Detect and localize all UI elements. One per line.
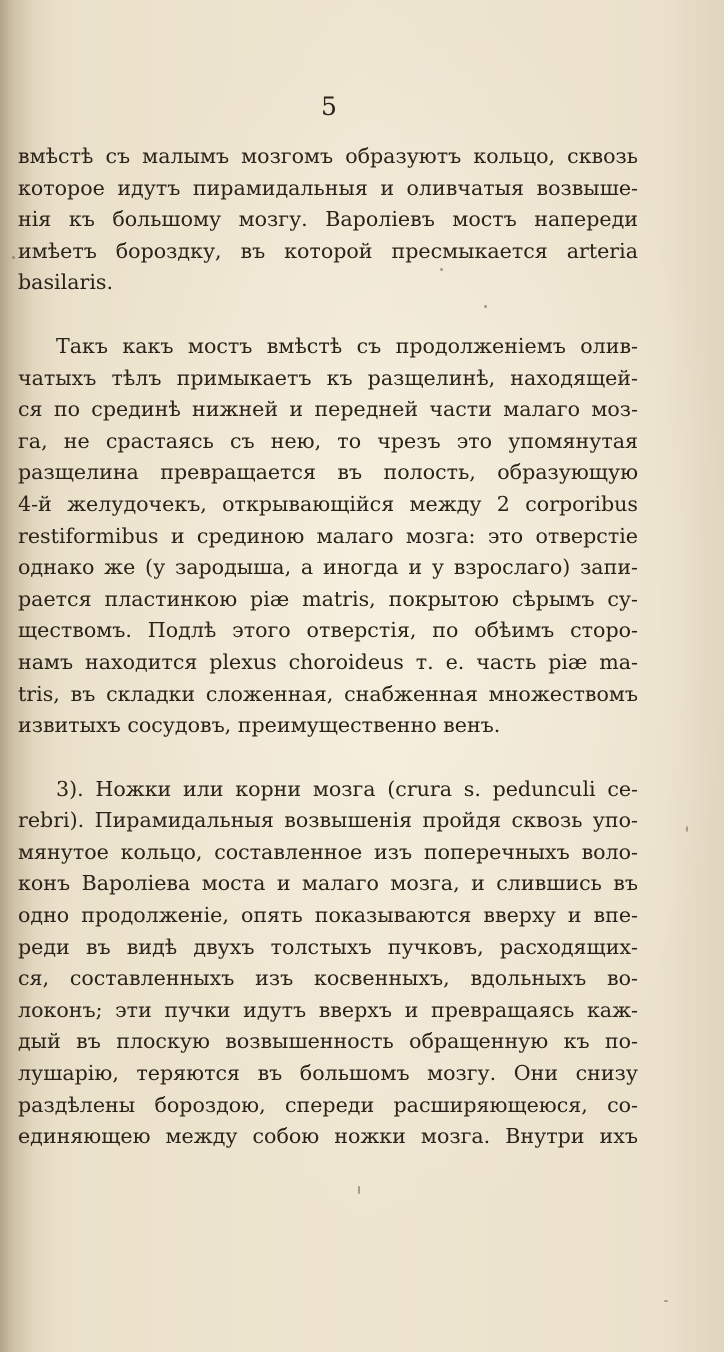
paper-speck — [358, 1186, 360, 1194]
paragraph-3 — [18, 774, 638, 1153]
paper-speck — [484, 305, 487, 308]
text-line: basilaris. — [18, 270, 114, 295]
text-line: 4-й желудочекъ, открывающійся между 2 corporibus — [18, 491, 638, 516]
text-line: раздѣлены бороздою, спереди расширяющеюся, со- — [18, 1092, 638, 1117]
text-line: га, не срастаясь съ нею, то чрезъ это упомянутая — [18, 428, 638, 453]
text-line: дый въ плоскую возвышенность обращенную къ по- — [18, 1029, 638, 1054]
text-line: restiformibus и срединою малаго мозга: это отверстіе — [18, 523, 638, 548]
text-line: однако же (у зародыша, а иногда и у взрослаго) запи- — [18, 555, 638, 580]
text-line: реди въ видѣ двухъ толстыхъ пучковъ, расходящих- — [18, 934, 638, 959]
paper-speck — [12, 256, 15, 259]
text-line: лушарію, теряются въ большомъ мозгу. Они снизу — [18, 1061, 638, 1086]
text-line: ся по срединѣ нижней и передней части малаго моз- — [18, 397, 638, 422]
text-line: tris, въ складки сложенная, снабженная множествомъ — [18, 681, 638, 706]
page-number: 5 — [321, 92, 337, 121]
text-line: локонъ; эти пучки идутъ вверхъ и превращаясь каж- — [18, 997, 638, 1022]
text-line: конъ Вароліева моста и малаго мозга, и слившись въ — [18, 871, 638, 896]
text-line: которое идутъ пирамидальныя и оливчатыя возвыше- — [18, 175, 638, 200]
text-line: намъ находится plexus choroideus т. е. часть piæ ma- — [18, 649, 638, 674]
text-line: rebri). Пирамидальныя возвышенія пройдя сквозь упо- — [18, 808, 638, 833]
text-line: 3). Ножки или корни мозга (crura s. pedunculi ce- — [56, 776, 638, 801]
text-line: нія къ большому мозгу. Вароліевъ мостъ напереди — [18, 207, 638, 232]
paper-speck — [664, 1300, 668, 1302]
text-line: ществомъ. Подлѣ этого отверстія, по обѣимъ сторо- — [18, 618, 638, 643]
text-line: Такъ какъ мостъ вмѣстѣ съ продолженіемъ олив- — [56, 333, 638, 358]
paragraph-1 — [18, 141, 638, 299]
text-line: мянутое кольцо, составленное изъ поперечныхъ воло- — [18, 839, 638, 864]
text-line: разщелина превращается въ полость, образующую — [18, 460, 638, 485]
text-line: единяющею между собою ножки мозга. Внутри ихъ — [18, 1124, 638, 1149]
text-line: рается пластинкою piæ matris, покрытою сѣрымъ су- — [18, 586, 638, 611]
text-line: извитыхъ сосудовъ, преимущественно венъ. — [18, 713, 501, 738]
paragraph-2 — [18, 331, 638, 742]
text-line: чатыхъ тѣлъ примыкаетъ къ разщелинѣ, находящей- — [18, 365, 638, 390]
text-line: имѣетъ бороздку, въ которой пресмыкается arteria — [18, 238, 638, 263]
text-line: одно продолженіе, опять показываются вверху и впе- — [18, 903, 638, 928]
paper-speck — [440, 268, 443, 271]
page-text — [18, 141, 638, 1153]
paper-speck — [686, 826, 688, 832]
text-line: вмѣстѣ съ малымъ мозгомъ образуютъ кольцо, сквозь — [18, 144, 638, 168]
text-line: ся, составленныхъ изъ косвенныхъ, вдольныхъ во- — [18, 966, 638, 991]
